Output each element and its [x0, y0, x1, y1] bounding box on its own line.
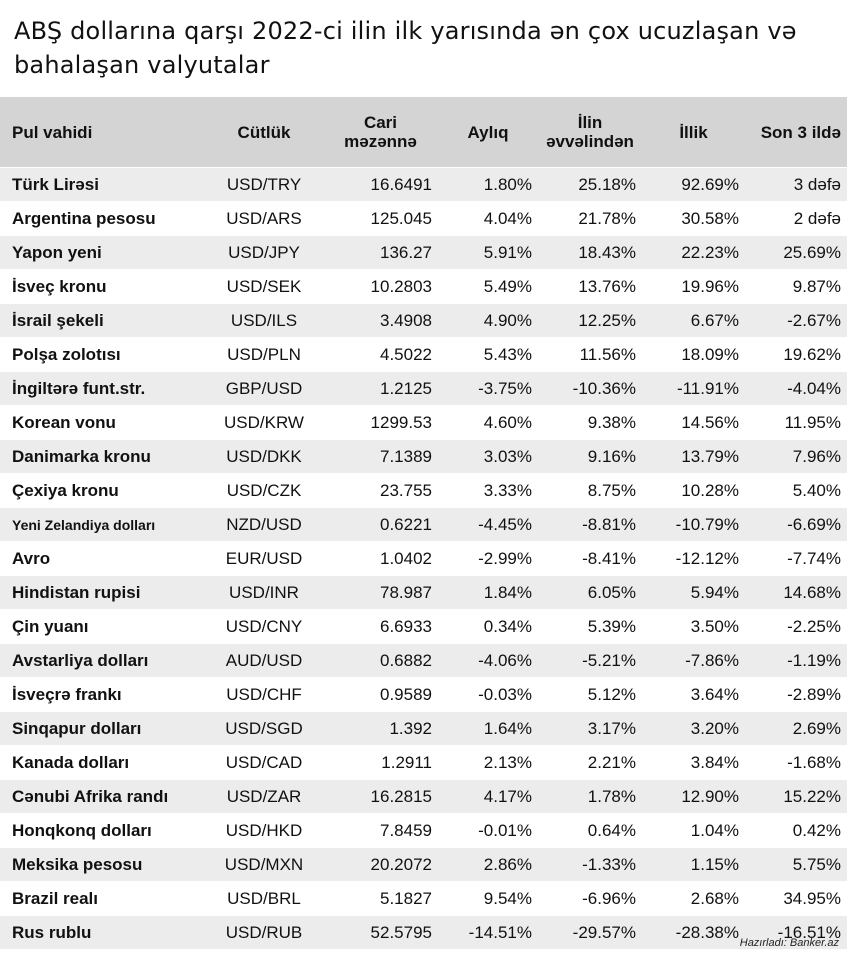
current-rate: 20.2072	[323, 848, 438, 882]
currency-name: Hindistan rupisi	[0, 576, 205, 610]
table-row	[0, 236, 847, 270]
currency-pair: USD/DKK	[205, 440, 323, 474]
currency-name: Avstarliya dolları	[0, 644, 205, 678]
currency-pair: USD/SEK	[205, 270, 323, 304]
three-year-change: -2.25%	[745, 610, 847, 644]
monthly-change: -2.99%	[438, 542, 538, 576]
three-year-change: -1.68%	[745, 746, 847, 780]
table-row	[0, 882, 847, 916]
col-header-currency: Pul vahidi	[0, 97, 205, 168]
three-year-change: 2 dəfə	[745, 202, 847, 236]
ytd-change: 3.17%	[538, 712, 642, 746]
three-year-change: 15.22%	[745, 780, 847, 814]
yearly-change: 22.23%	[642, 236, 745, 270]
yearly-change: 3.64%	[642, 678, 745, 712]
currency-pair: USD/TRY	[205, 168, 323, 202]
yearly-change: 19.96%	[642, 270, 745, 304]
current-rate: 1.0402	[323, 542, 438, 576]
ytd-change: 25.18%	[538, 168, 642, 202]
table-row	[0, 576, 847, 610]
monthly-change: 5.49%	[438, 270, 538, 304]
ytd-change: -10.36%	[538, 372, 642, 406]
ytd-change: 13.76%	[538, 270, 642, 304]
currency-pair: USD/ARS	[205, 202, 323, 236]
currency-name: Kanada dolları	[0, 746, 205, 780]
three-year-change: -1.19%	[745, 644, 847, 678]
monthly-change: -14.51%	[438, 916, 538, 950]
currency-pair: USD/PLN	[205, 338, 323, 372]
table-row	[0, 542, 847, 576]
currency-pair: AUD/USD	[205, 644, 323, 678]
three-year-change: -4.04%	[745, 372, 847, 406]
currency-table	[0, 97, 847, 949]
current-rate: 52.5795	[323, 916, 438, 950]
monthly-change: 4.60%	[438, 406, 538, 440]
ytd-change: -5.21%	[538, 644, 642, 678]
yearly-change: -12.12%	[642, 542, 745, 576]
currency-name: İngiltərə funt.str.	[0, 372, 205, 406]
currency-name: Honqkonq dolları	[0, 814, 205, 848]
ytd-change: 12.25%	[538, 304, 642, 338]
three-year-change: 0.42%	[745, 814, 847, 848]
current-rate: 0.6882	[323, 644, 438, 678]
currency-pair: USD/KRW	[205, 406, 323, 440]
current-rate: 0.9589	[323, 678, 438, 712]
monthly-change: 2.13%	[438, 746, 538, 780]
col-header-pair: Cütlük	[205, 97, 323, 168]
table-row	[0, 746, 847, 780]
currency-name: Türk Lirəsi	[0, 168, 205, 202]
current-rate: 23.755	[323, 474, 438, 508]
table-row	[0, 678, 847, 712]
yearly-change: 5.94%	[642, 576, 745, 610]
monthly-change: -4.45%	[438, 508, 538, 542]
monthly-change: 4.04%	[438, 202, 538, 236]
table-row	[0, 372, 847, 406]
yearly-change: 3.84%	[642, 746, 745, 780]
three-year-change: 19.62%	[745, 338, 847, 372]
three-year-change: -16.51%	[745, 916, 847, 950]
currency-name: Yeni Zelandiya dolları	[0, 508, 205, 542]
yearly-change: -11.91%	[642, 372, 745, 406]
monthly-change: 1.64%	[438, 712, 538, 746]
currency-pair: USD/HKD	[205, 814, 323, 848]
monthly-change: 4.17%	[438, 780, 538, 814]
yearly-change: -28.38%	[642, 916, 745, 950]
ytd-change: 21.78%	[538, 202, 642, 236]
currency-name: Yapon yeni	[0, 236, 205, 270]
currency-name: Çexiya kronu	[0, 474, 205, 508]
currency-name: İsrail şekeli	[0, 304, 205, 338]
currency-pair: USD/INR	[205, 576, 323, 610]
ytd-change: 11.56%	[538, 338, 642, 372]
three-year-change: 14.68%	[745, 576, 847, 610]
table-body	[0, 168, 847, 950]
current-rate: 1299.53	[323, 406, 438, 440]
col-header-3-years: Son 3 ildə	[745, 97, 847, 168]
yearly-change: 30.58%	[642, 202, 745, 236]
yearly-change: 1.15%	[642, 848, 745, 882]
yearly-change: -10.79%	[642, 508, 745, 542]
currency-name: İsveç kronu	[0, 270, 205, 304]
currency-pair: USD/MXN	[205, 848, 323, 882]
currency-name: Brazil realı	[0, 882, 205, 916]
yearly-change: 3.20%	[642, 712, 745, 746]
monthly-change: 1.84%	[438, 576, 538, 610]
monthly-change: 5.91%	[438, 236, 538, 270]
ytd-change: -8.41%	[538, 542, 642, 576]
yearly-change: 10.28%	[642, 474, 745, 508]
yearly-change: 12.90%	[642, 780, 745, 814]
current-rate: 7.1389	[323, 440, 438, 474]
yearly-change: 2.68%	[642, 882, 745, 916]
three-year-change: 7.96%	[745, 440, 847, 474]
monthly-change: -3.75%	[438, 372, 538, 406]
monthly-change: -4.06%	[438, 644, 538, 678]
ytd-change: 9.16%	[538, 440, 642, 474]
current-rate: 3.4908	[323, 304, 438, 338]
col-header-ytd: İlin əvvəlindən	[538, 97, 642, 168]
current-rate: 125.045	[323, 202, 438, 236]
currency-pair: USD/RUB	[205, 916, 323, 950]
currency-pair: USD/JPY	[205, 236, 323, 270]
table-row	[0, 202, 847, 236]
yearly-change: 6.67%	[642, 304, 745, 338]
yearly-change: 3.50%	[642, 610, 745, 644]
monthly-change: -0.01%	[438, 814, 538, 848]
table-row	[0, 440, 847, 474]
yearly-change: -7.86%	[642, 644, 745, 678]
monthly-change: 5.43%	[438, 338, 538, 372]
three-year-change: 11.95%	[745, 406, 847, 440]
currency-pair: USD/CAD	[205, 746, 323, 780]
current-rate: 4.5022	[323, 338, 438, 372]
ytd-change: 0.64%	[538, 814, 642, 848]
currency-pair: USD/BRL	[205, 882, 323, 916]
three-year-change: 34.95%	[745, 882, 847, 916]
monthly-change: 3.03%	[438, 440, 538, 474]
ytd-change: -6.96%	[538, 882, 642, 916]
currency-pair: USD/CZK	[205, 474, 323, 508]
currency-pair: USD/ILS	[205, 304, 323, 338]
current-rate: 10.2803	[323, 270, 438, 304]
currency-name: Korean vonu	[0, 406, 205, 440]
current-rate: 136.27	[323, 236, 438, 270]
three-year-change: -6.69%	[745, 508, 847, 542]
source-credit: Hazırladı: Banker.az	[739, 937, 839, 949]
ytd-change: 18.43%	[538, 236, 642, 270]
table-row	[0, 270, 847, 304]
ytd-change: -8.81%	[538, 508, 642, 542]
table-row	[0, 712, 847, 746]
currency-name: Polşa zolotısı	[0, 338, 205, 372]
table-row	[0, 814, 847, 848]
current-rate: 0.6221	[323, 508, 438, 542]
current-rate: 1.2125	[323, 372, 438, 406]
currency-name: Danimarka kronu	[0, 440, 205, 474]
current-rate: 16.6491	[323, 168, 438, 202]
table-row	[0, 304, 847, 338]
currency-name: Rus rublu	[0, 916, 205, 950]
monthly-change: 0.34%	[438, 610, 538, 644]
current-rate: 5.1827	[323, 882, 438, 916]
ytd-change: 2.21%	[538, 746, 642, 780]
currency-name: Avro	[0, 542, 205, 576]
three-year-change: 3 dəfə	[745, 168, 847, 202]
table-row	[0, 508, 847, 542]
currency-pair: USD/ZAR	[205, 780, 323, 814]
yearly-change: 1.04%	[642, 814, 745, 848]
table-row	[0, 168, 847, 202]
currency-name: Sinqapur dolları	[0, 712, 205, 746]
table-row	[0, 406, 847, 440]
yearly-change: 18.09%	[642, 338, 745, 372]
monthly-change: 4.90%	[438, 304, 538, 338]
three-year-change: 25.69%	[745, 236, 847, 270]
current-rate: 1.392	[323, 712, 438, 746]
currency-pair: USD/CNY	[205, 610, 323, 644]
yearly-change: 13.79%	[642, 440, 745, 474]
three-year-change: -7.74%	[745, 542, 847, 576]
table-row	[0, 644, 847, 678]
ytd-change: 5.12%	[538, 678, 642, 712]
ytd-change: 1.78%	[538, 780, 642, 814]
yearly-change: 92.69%	[642, 168, 745, 202]
col-header-current-rate: Cari məzənnə	[323, 97, 438, 168]
table-row	[0, 474, 847, 508]
ytd-change: 9.38%	[538, 406, 642, 440]
three-year-change: 9.87%	[745, 270, 847, 304]
ytd-change: -1.33%	[538, 848, 642, 882]
three-year-change: -2.67%	[745, 304, 847, 338]
three-year-change: 5.40%	[745, 474, 847, 508]
currency-pair: USD/SGD	[205, 712, 323, 746]
currency-pair: USD/CHF	[205, 678, 323, 712]
table-row	[0, 610, 847, 644]
monthly-change: -0.03%	[438, 678, 538, 712]
currency-pair: GBP/USD	[205, 372, 323, 406]
current-rate: 1.2911	[323, 746, 438, 780]
yearly-change: 14.56%	[642, 406, 745, 440]
ytd-change: 6.05%	[538, 576, 642, 610]
current-rate: 7.8459	[323, 814, 438, 848]
currency-name: Çin yuanı	[0, 610, 205, 644]
ytd-change: 5.39%	[538, 610, 642, 644]
three-year-change: 5.75%	[745, 848, 847, 882]
currency-pair: EUR/USD	[205, 542, 323, 576]
currency-name: Cənubi Afrika randı	[0, 780, 205, 814]
three-year-change: 2.69%	[745, 712, 847, 746]
col-header-monthly: Aylıq	[438, 97, 538, 168]
ytd-change: -29.57%	[538, 916, 642, 950]
table-row	[0, 848, 847, 882]
monthly-change: 9.54%	[438, 882, 538, 916]
monthly-change: 1.80%	[438, 168, 538, 202]
table-row	[0, 916, 847, 950]
monthly-change: 2.86%	[438, 848, 538, 882]
current-rate: 6.6933	[323, 610, 438, 644]
table-header-row	[0, 97, 847, 168]
currency-name: Argentina pesosu	[0, 202, 205, 236]
currency-name: İsveçrə frankı	[0, 678, 205, 712]
monthly-change: 3.33%	[438, 474, 538, 508]
table-row	[0, 338, 847, 372]
ytd-change: 8.75%	[538, 474, 642, 508]
col-header-yearly: İllik	[642, 97, 745, 168]
three-year-change: -2.89%	[745, 678, 847, 712]
table-row	[0, 780, 847, 814]
current-rate: 16.2815	[323, 780, 438, 814]
currency-pair: NZD/USD	[205, 508, 323, 542]
current-rate: 78.987	[323, 576, 438, 610]
chart-title: ABŞ dollarına qarşı 2022-ci ilin ilk yarısında ən çox ucuzlaşan və bahalaşan valyutalar	[14, 17, 797, 79]
currency-name: Meksika pesosu	[0, 848, 205, 882]
